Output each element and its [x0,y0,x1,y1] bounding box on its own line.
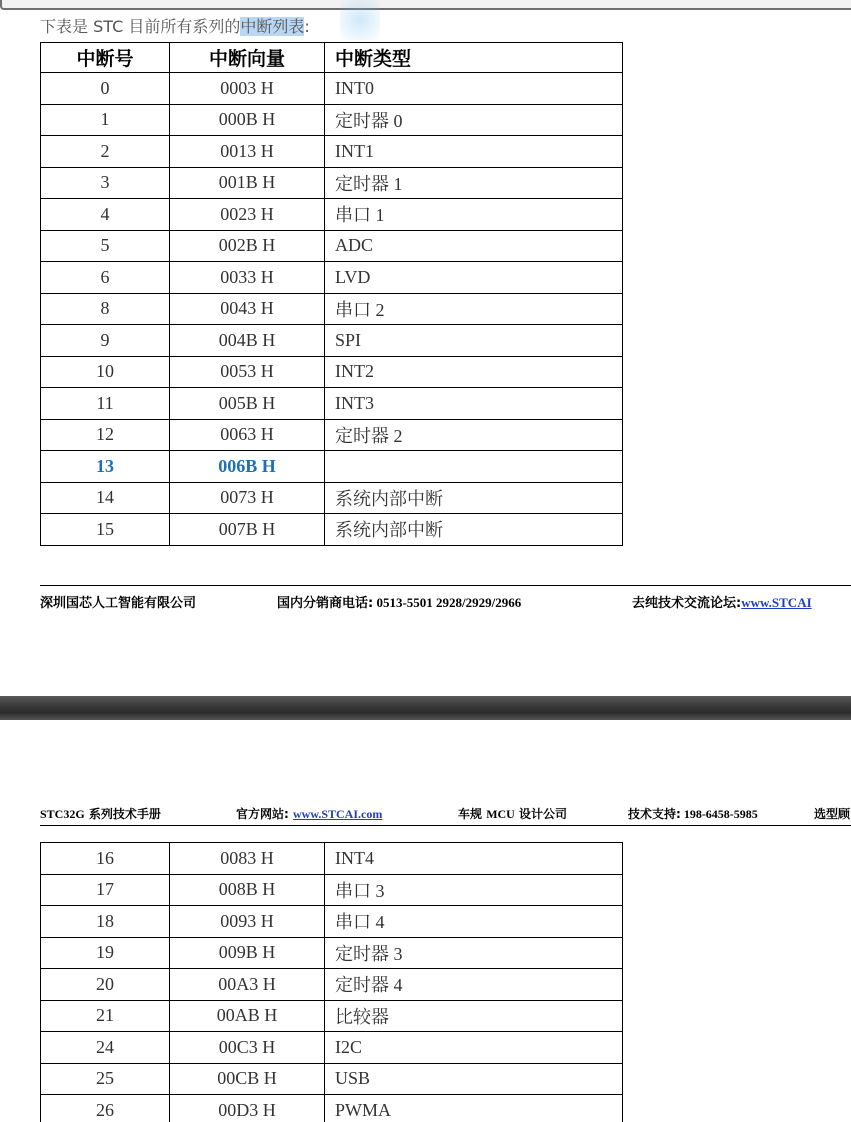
footer-phone [277,592,521,611]
header-design-suffix: 设计公司 [514,807,568,821]
table-row [41,1095,623,1122]
header-support-label: 技术支持: [628,807,681,821]
cell-interrupt-number: 17 [41,874,170,906]
table-row [41,1032,623,1064]
cell-interrupt-number: 8 [41,293,170,325]
cell-interrupt-number: 9 [41,325,170,357]
header-design-prefix: 车规 [458,807,487,821]
cell-interrupt-number: 19 [41,937,170,969]
header-manual-prefix: STC32G [40,807,85,821]
table-row [41,419,623,451]
page-footer [40,585,851,611]
cell-interrupt-number: 3 [41,167,170,199]
cell-interrupt-type: 定时器 1 [325,167,623,199]
intro-sentence [40,14,310,37]
cell-interrupt-vector: 00AB H [170,1000,325,1032]
table-row [41,482,623,514]
header-support [628,805,758,822]
cell-interrupt-vector: 00C3 H [170,1032,325,1064]
cell-interrupt-vector: 0003 H [170,73,325,105]
table-row [41,874,623,906]
footer-phone-label: 国内分销商电话: [277,596,374,611]
cell-interrupt-type: INT3 [325,388,623,420]
cell-interrupt-vector: 005B H [170,388,325,420]
table-row [41,969,623,1001]
cell-interrupt-number: 20 [41,969,170,1001]
footer-phone-number: 0513-5501 2928/2929/2966 [373,595,522,610]
cell-interrupt-number: 15 [41,514,170,546]
cell-interrupt-type: 系统内部中断 [325,482,623,514]
cell-interrupt-type: INT2 [325,356,623,388]
cell-interrupt-type: 定时器 4 [325,969,623,1001]
cell-interrupt-vector: 001B H [170,167,325,199]
cell-interrupt-number: 13 [41,451,170,483]
cell-interrupt-type: 定时器 0 [325,104,623,136]
header-site [236,805,382,822]
header-interrupt-type: 中断类型 [325,43,623,73]
cell-interrupt-type: PWMA [325,1095,623,1122]
header-manual-title [40,805,161,822]
cell-interrupt-vector: 00D3 H [170,1095,325,1122]
table-row [41,451,623,483]
cell-interrupt-type: 定时器 3 [325,937,623,969]
header-selection: 选型顾 [814,807,851,821]
header-design-company [458,805,567,822]
cell-interrupt-type [325,451,623,483]
cell-interrupt-vector: 002B H [170,230,325,262]
cell-interrupt-vector: 0013 H [170,136,325,168]
cell-interrupt-vector: 007B H [170,514,325,546]
table-body-page2 [41,843,623,1122]
interrupt-table-page2 [40,842,623,1122]
cell-interrupt-type: 系统内部中断 [325,514,623,546]
table-header-row [41,43,623,73]
cell-interrupt-vector: 0053 H [170,356,325,388]
cell-interrupt-vector: 008B H [170,874,325,906]
header-manual-suffix: 系列技术手册 [84,807,161,821]
cell-interrupt-vector: 006B H [170,451,325,483]
cell-interrupt-type: 串口 2 [325,293,623,325]
table-row [41,937,623,969]
cell-interrupt-type: 比较器 [325,1000,623,1032]
cell-interrupt-number: 26 [41,1095,170,1122]
table-row [41,388,623,420]
header-interrupt-number: 中断号 [41,43,170,73]
table-row [41,167,623,199]
cell-interrupt-type: INT1 [325,136,623,168]
cell-interrupt-vector: 0073 H [170,482,325,514]
cell-interrupt-number: 14 [41,482,170,514]
cell-interrupt-vector: 0033 H [170,262,325,294]
cell-interrupt-number: 24 [41,1032,170,1064]
cell-interrupt-vector: 0023 H [170,199,325,231]
cell-interrupt-number: 10 [41,356,170,388]
cell-interrupt-vector: 0043 H [170,293,325,325]
header-design-mcu: MCU [486,807,515,821]
cell-interrupt-type: 串口 4 [325,906,623,938]
page-header [40,805,851,826]
cell-interrupt-vector: 0093 H [170,906,325,938]
cell-interrupt-type: SPI [325,325,623,357]
cell-interrupt-type: ADC [325,230,623,262]
cell-interrupt-number: 21 [41,1000,170,1032]
table-row [41,199,623,231]
cell-interrupt-vector: 00CB H [170,1063,325,1095]
table-row [41,325,623,357]
header-site-label: 官方网站: [236,807,293,821]
cell-interrupt-type: 串口 3 [325,874,623,906]
table-row [41,293,623,325]
cell-interrupt-number: 11 [41,388,170,420]
footer-forum-link[interactable]: www.STCAI [741,595,812,610]
header-interrupt-vector: 中断向量 [170,43,325,73]
cell-interrupt-vector: 0063 H [170,419,325,451]
cell-interrupt-number: 2 [41,136,170,168]
cell-interrupt-number: 6 [41,262,170,294]
intro-highlight: 中断列表 [240,17,305,36]
cell-interrupt-number: 4 [41,199,170,231]
cell-interrupt-type: INT0 [325,73,623,105]
footer-forum [632,592,812,611]
cell-interrupt-number: 12 [41,419,170,451]
footer-company: 深圳国芯人工智能有限公司 [40,596,197,611]
table-row [41,1000,623,1032]
header-site-link[interactable]: www.STCAI.com [292,807,383,821]
cell-interrupt-number: 1 [41,104,170,136]
cell-interrupt-number: 0 [41,73,170,105]
page-break-divider [0,696,851,720]
cell-interrupt-vector: 004B H [170,325,325,357]
page-top-edge [0,0,851,10]
table-row [41,104,623,136]
table-body-page1 [41,73,623,546]
table-row [41,73,623,105]
table-row [41,906,623,938]
decorative-glow [340,0,380,40]
cell-interrupt-number: 16 [41,843,170,875]
table-row [41,843,623,875]
cell-interrupt-type: USB [325,1063,623,1095]
intro-prefix: 下表是 STC 目前所有系列的 [40,17,241,36]
cell-interrupt-vector: 0083 H [170,843,325,875]
cell-interrupt-type: INT4 [325,843,623,875]
intro-suffix: : [304,17,310,36]
cell-interrupt-type: LVD [325,262,623,294]
cell-interrupt-type: I2C [325,1032,623,1064]
cell-interrupt-number: 5 [41,230,170,262]
table-row [41,356,623,388]
header-support-phone: 198-6458-5985 [680,807,758,821]
table-row [41,136,623,168]
cell-interrupt-vector: 000B H [170,104,325,136]
table-row [41,262,623,294]
table-row [41,230,623,262]
cell-interrupt-vector: 009B H [170,937,325,969]
cell-interrupt-type: 定时器 2 [325,419,623,451]
cell-interrupt-vector: 00A3 H [170,969,325,1001]
footer-forum-label: 去纯技术交流论坛: [632,596,742,611]
cell-interrupt-number: 18 [41,906,170,938]
cell-interrupt-number: 25 [41,1063,170,1095]
table-row [41,1063,623,1095]
table-row [41,514,623,546]
interrupt-table-page1 [40,42,623,546]
cell-interrupt-type: 串口 1 [325,199,623,231]
